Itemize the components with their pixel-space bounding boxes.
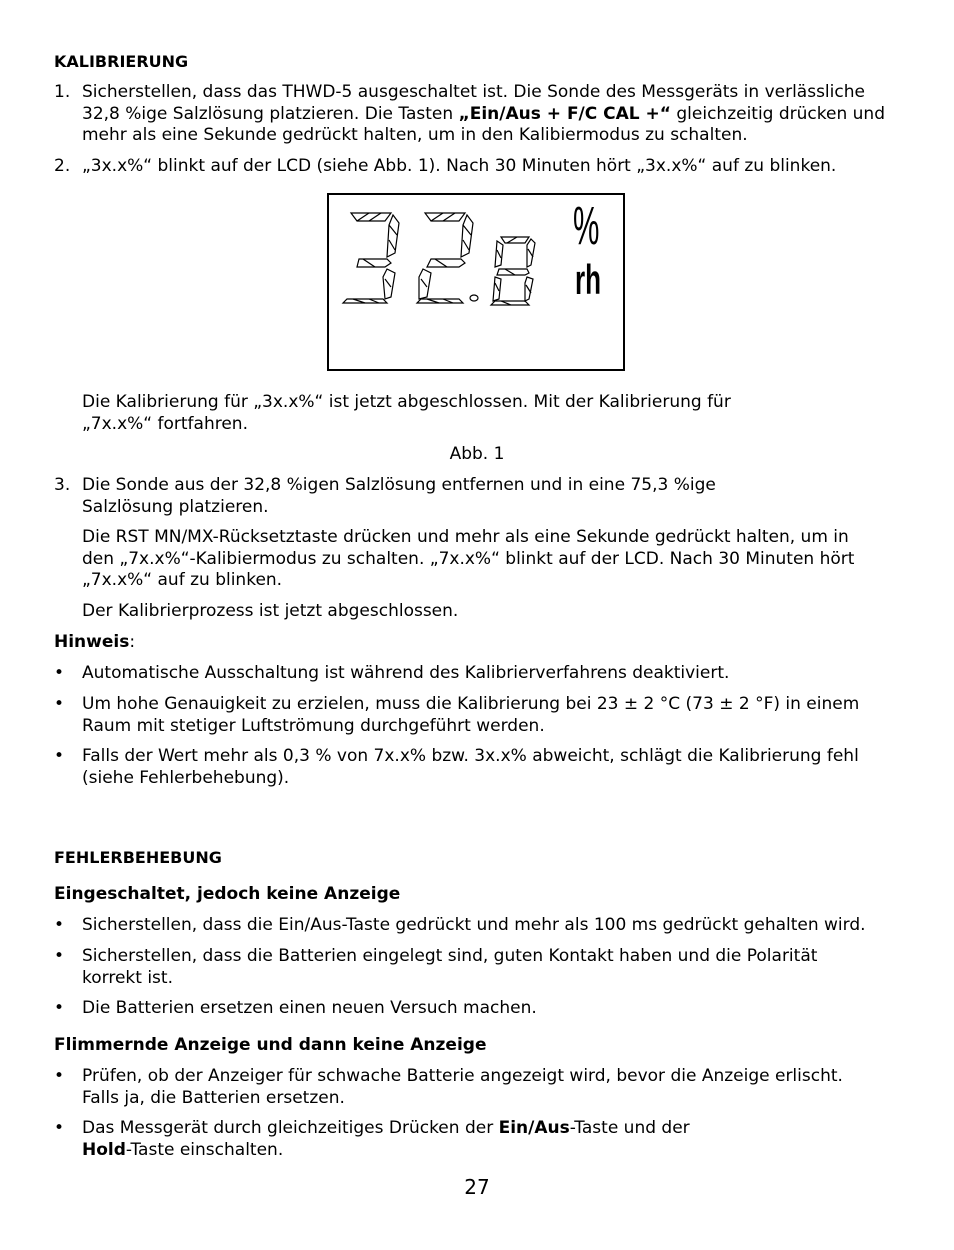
bullet: • — [54, 746, 65, 766]
troubleshooting-item-text — [82, 1118, 902, 1161]
note-label-text: Hinweis — [54, 632, 130, 652]
text-span: gleichzeitig drücken und — [670, 103, 885, 124]
lcd-figure — [327, 193, 625, 371]
step-number: 1. — [54, 82, 71, 102]
troubleshooting-heading: FEHLERBEHEBUNG — [54, 848, 222, 867]
item-line: Prüfen, ob der Anzeiger für schwache Batterie angezeigt wird, bevor die Anzeige erlischt. — [82, 1066, 843, 1086]
lcd-digit-3 — [343, 213, 399, 303]
calibration-step-3 — [0, 475, 954, 625]
note-item-2 — [0, 694, 954, 738]
step-text — [82, 82, 902, 147]
text-span: -Taste und der — [569, 1118, 690, 1138]
bullet: • — [54, 1118, 65, 1138]
note-line: Raum mit stetiger Luftströmung durchgeführt werden. — [82, 715, 545, 736]
calibration-heading: KALIBRIERUNG — [54, 52, 189, 71]
key-combination: „Ein/Aus + F/C CAL +“ — [458, 103, 671, 124]
item-line: Sicherstellen, dass die Batterien eingelegt sind, guten Kontakt haben und die Polarität — [82, 946, 818, 966]
figure-note — [82, 392, 902, 435]
key-name: Ein/Aus — [498, 1118, 570, 1138]
lcd-rh-unit: rh — [575, 256, 602, 303]
lcd-decimal-point — [470, 295, 478, 301]
step-line: Sicherstellen, dass das THWD-5 ausgeschaltet ist. Die Sonde des Messgeräts in verlässliche — [82, 82, 865, 102]
note-item-text — [82, 694, 902, 737]
calibration-step-1 — [0, 82, 954, 152]
troubleshooting-item-text — [82, 946, 902, 989]
note-line: Die Kalibrierung für „3x.x%“ ist jetzt abgeschlossen. Mit der Kalibrierung für — [82, 392, 731, 412]
item-line — [82, 1118, 902, 1140]
step-line: Die Sonde aus der 32,8 %igen Salzlösung entfernen und in eine 75,3 %ige — [82, 475, 716, 495]
lcd-digit-2 — [417, 213, 473, 303]
step-line — [82, 104, 902, 126]
note-line: Falls der Wert mehr als 0,3 % von 7x.x% bzw. 3x.x% abweicht, schlägt die Kalibrierung fehl — [82, 746, 859, 766]
lcd-digit-8 — [491, 237, 535, 305]
page-number: 27 — [464, 1175, 490, 1199]
item-line: Falls ja, die Batterien ersetzen. — [82, 1087, 345, 1108]
note-item-text: Automatische Ausschaltung ist während des Kalibrierverfahrens deaktiviert. — [82, 663, 730, 683]
text-span: Das Messgerät durch gleichzeitiges Drücken der — [82, 1118, 499, 1138]
bullet: • — [54, 946, 65, 966]
note-line: „7x.x%“ fortfahren. — [82, 413, 248, 434]
step-line: Salzlösung platzieren. — [82, 496, 269, 517]
troubleshooting-item — [0, 946, 954, 990]
text-span: 32,8 %ige Salzlösung platzieren. Die Tasten — [82, 103, 459, 124]
note-item-text — [82, 746, 902, 789]
section-title-flickering-display: Flimmernde Anzeige und dann keine Anzeige — [54, 1035, 487, 1055]
note-label — [54, 632, 135, 654]
step-number: 3. — [54, 475, 71, 495]
troubleshooting-item — [0, 1066, 954, 1110]
key-name: Hold — [82, 1139, 126, 1160]
note-line: (siehe Fehlerbehebung). — [82, 767, 290, 788]
bullet: • — [54, 694, 65, 714]
troubleshooting-item-text: Sicherstellen, dass die Ein/Aus-Taste gedrückt und mehr als 100 ms gedrückt gehalten wird. — [82, 915, 866, 935]
section-title-no-display: Eingeschaltet, jedoch keine Anzeige — [54, 884, 401, 904]
troubleshooting-item — [0, 1118, 954, 1162]
note-line: Um hohe Genauigkeit zu erzielen, muss die Kalibrierung bei 23 ± 2 °C (73 ± 2 °F) in einem — [82, 694, 860, 714]
bullet: • — [54, 1066, 65, 1086]
bullet: • — [54, 998, 65, 1018]
lcd-percent-symbol: % — [573, 196, 600, 256]
item-line: korrekt ist. — [82, 967, 173, 988]
bullet: • — [54, 915, 65, 935]
step-number: 2. — [54, 156, 71, 176]
calibration-step-2 — [0, 156, 954, 180]
note-colon: : — [129, 632, 136, 652]
item-line — [82, 1140, 902, 1162]
step-line: „7x.x%“ auf zu blinken. — [82, 570, 283, 590]
note-item-3 — [0, 746, 954, 790]
bullet: • — [54, 663, 65, 683]
step-line: den „7x.x%“-Kalibiermodus zu schalten. „7x.x%“ blinkt auf der LCD. Nach 30 Minuten hört — [82, 548, 855, 569]
step-text: „3x.x%“ blinkt auf der LCD (siehe Abb. 1). Nach 30 Minuten hört „3x.x%“ auf zu blinken. — [82, 156, 837, 176]
text-span: -Taste einschalten. — [125, 1139, 284, 1160]
step-text — [82, 475, 902, 622]
step-line: mehr als eine Sekunde gedrückt halten, um in den Kalibiermodus zu schalten. — [82, 125, 748, 145]
step-line: Der Kalibrierprozess ist jetzt abgeschlossen. — [82, 600, 459, 621]
troubleshooting-item-text — [82, 1066, 902, 1109]
figure-caption: Abb. 1 — [449, 444, 505, 464]
troubleshooting-item-text: Die Batterien ersetzen einen neuen Versuch machen. — [82, 998, 537, 1018]
step-line: Die RST MN/MX-Rücksetztaste drücken und mehr als eine Sekunde gedrückt halten, um in — [82, 527, 849, 547]
